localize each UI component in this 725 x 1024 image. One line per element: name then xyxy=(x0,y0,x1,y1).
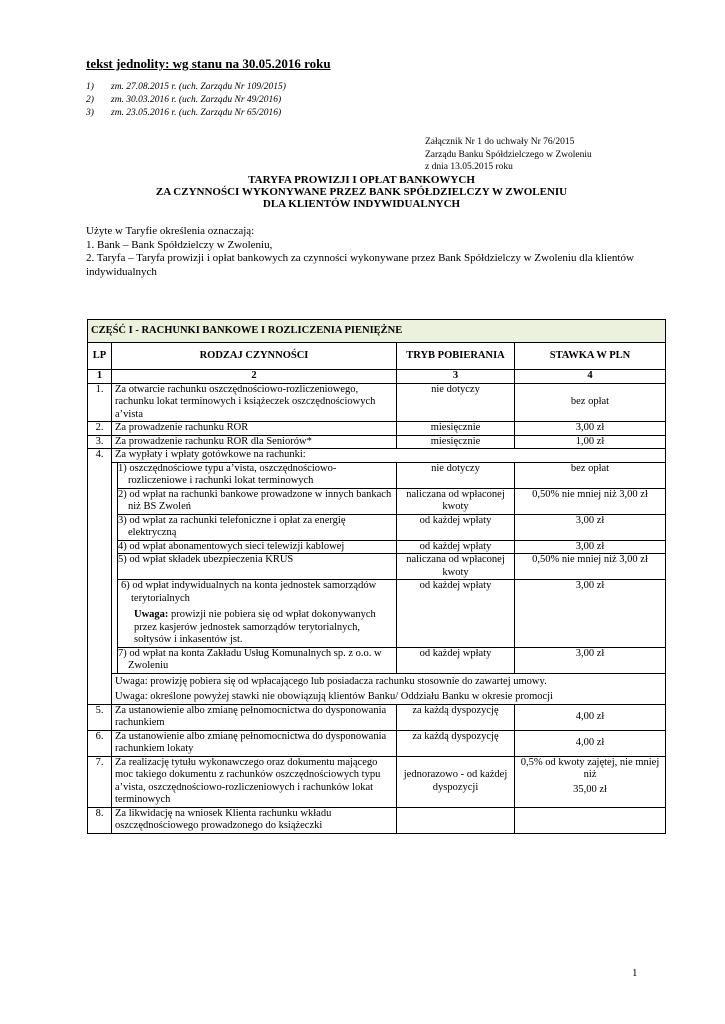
amendment-num: 1) xyxy=(86,82,94,92)
row-lp: 2. xyxy=(88,422,112,436)
row-description: Za ustanowienie albo zmianę pełnomocnictwa do dysponowania rachunkiem xyxy=(112,704,397,730)
definitions-intro: Użyte w Taryfie określenia oznaczają: xyxy=(86,225,255,237)
sub-row-description: 2) od wpłat na rachunki bankowe prowadzone w innych bankach niż BS Zwoleń xyxy=(118,488,397,514)
row-stawka: 4,00 zł xyxy=(515,730,666,756)
sub-row xyxy=(88,580,666,648)
sub-row-description: 3) od wpłat za rachunki telefoniczne i opłat za energię elektryczną xyxy=(118,514,397,540)
header-lp: LP xyxy=(88,343,112,370)
note-row xyxy=(88,688,666,704)
sub-row-tryb: od każdej wpłaty xyxy=(397,647,515,673)
header-rodzaj: RODZAJ CZYNNOŚCI xyxy=(112,343,397,370)
row-stawka xyxy=(515,756,666,807)
row-lp: 6. xyxy=(88,730,112,756)
column-number: 4 xyxy=(515,370,666,384)
amendment-num: 3) xyxy=(86,108,94,118)
table-row xyxy=(88,449,666,463)
row-tryb: miesięcznie xyxy=(397,435,515,449)
row-description: Za realizację tytułu wykonawczego oraz dokumentu mającego moc takiego dokumentu z rachunków oszczędnościowych typu a’vista, oszczędnościowo-rozliczeniowych i rachunków lokat terminowych xyxy=(112,756,397,807)
tariff-title-line: DLA KLIENTÓW INDYWIDUALNYCH xyxy=(262,198,461,210)
annex-line: Załącznik Nr 1 do uchwały Nr 76/2015 xyxy=(425,137,575,147)
row-lp: 1. xyxy=(88,383,112,422)
sub-row-description: 4) od wpłat abonamentowych sieci telewizji kablowej xyxy=(118,540,397,554)
sub-row-stawka: bez opłat xyxy=(515,462,666,488)
table-row xyxy=(88,756,666,807)
amendment-text: zm. 23.05.2016 r. (uch. Zarządu Nr 65/2016) xyxy=(111,108,282,118)
table-row xyxy=(88,422,666,436)
row-stawka xyxy=(515,807,666,833)
sub-row-tryb: naliczana od wpłaconej kwoty xyxy=(397,488,515,514)
amendment-item xyxy=(86,107,286,120)
column-number: 2 xyxy=(112,370,397,384)
sub-row-stawka: 3,00 zł xyxy=(515,647,666,673)
sub-row-description: 7) od wpłat na konta Zakładu Usług Komunalnych sp. z o.o. w Zwoleniu xyxy=(118,647,397,673)
amendment-text: zm. 30.03.2016 r. (uch. Zarządu Nr 49/2016) xyxy=(111,95,282,105)
column-number: 1 xyxy=(88,370,112,384)
note-label: Uwaga: xyxy=(134,609,169,620)
table-row xyxy=(88,807,666,833)
row-stawka: 3,00 zł xyxy=(515,422,666,436)
annex-line: z dnia 13.05.2015 roku xyxy=(425,162,513,172)
definitions xyxy=(86,225,641,279)
row-stawka: bez opłat xyxy=(515,383,666,422)
sub-row xyxy=(88,488,666,514)
amendment-item xyxy=(86,94,286,107)
row-description: Za ustanowienie albo zmianę pełnomocnictwa do dysponowania rachunkiem lokaty xyxy=(112,730,397,756)
column-header-row xyxy=(88,343,666,370)
sub-row-description: 1) oszczędnościowe typu a’vista, oszczędnościowo-rozliczeniowe i rachunki lokat terminowych xyxy=(118,462,397,488)
sub-row xyxy=(88,554,666,580)
sub-row xyxy=(88,540,666,554)
row-lp: 4. xyxy=(88,449,112,705)
annex-reference xyxy=(425,136,592,174)
row-lp: 5. xyxy=(88,704,112,730)
definition-item: 2. Taryfa – Taryfa prowizji i opłat bankowych za czynności wykonywane przez Bank Spółdzielczy w Zwoleniu dla klientów indywidualnych xyxy=(86,252,634,278)
sub-row-tryb: nie dotyczy xyxy=(397,462,515,488)
table-row xyxy=(88,383,666,422)
sub-row-tryb: od każdej wpłaty xyxy=(397,580,515,648)
amendment-text: zm. 27.08.2015 r. (uch. Zarządu Nr 109/2015) xyxy=(111,82,286,92)
row-description: Za prowadzenie rachunku ROR dla Seniorów* xyxy=(112,435,397,449)
row-tryb: jednorazowo - od każdej dyspozycji xyxy=(397,756,515,807)
tariff-title-line: TARYFA PROWIZJI I OPŁAT BANKOWYCH xyxy=(248,174,475,186)
row-description: Za prowadzenie rachunku ROR xyxy=(112,422,397,436)
sub-row-tryb: od każdej wpłaty xyxy=(397,540,515,554)
tariff-title xyxy=(86,174,637,210)
column-number: 3 xyxy=(397,370,515,384)
row-tryb: za każdą dyspozycję xyxy=(397,730,515,756)
sub-row xyxy=(88,462,666,488)
row-tryb: za każdą dyspozycję xyxy=(397,704,515,730)
sub-row-stawka: 0,50% nie mniej niż 3,00 zł xyxy=(515,554,666,580)
amendment-num: 2) xyxy=(86,95,94,105)
sub-row-description: 5) od wpłat składek ubezpieczenia KRUS xyxy=(118,554,397,580)
column-number-row xyxy=(88,370,666,384)
section-header-row xyxy=(88,320,666,343)
table-note: Uwaga: określone powyżej stawki nie obowiązują klientów Banku/ Oddziału Banku w okresie promocji xyxy=(112,688,666,704)
sub-row-stawka: 3,00 zł xyxy=(515,580,666,648)
row-stawka: 4,00 zł xyxy=(515,704,666,730)
table-row xyxy=(88,435,666,449)
sub-row-stawka: 3,00 zł xyxy=(515,514,666,540)
row-tryb xyxy=(397,807,515,833)
sub-row-stawka: 3,00 zł xyxy=(515,540,666,554)
note-text: prowizji nie pobiera się od wpłat dokonywanych przez kasjerów jednostek samorządów terytorialnych, sołtysów i inkasentów jst. xyxy=(134,609,376,645)
amendment-item xyxy=(86,81,286,94)
stawka-line: 35,00 zł xyxy=(573,783,607,795)
row-description: Za wypłaty i wpłaty gotówkowe na rachunki: xyxy=(112,449,666,463)
table-row xyxy=(88,730,666,756)
amendments-list xyxy=(86,81,286,120)
section-title: CZĘŚĆ I - RACHUNKI BANKOWE I ROZLICZENIA PIENIĘŻNE xyxy=(88,320,666,343)
header-tryb: TRYB POBIERANIA xyxy=(397,343,515,370)
sub-row-stawka: 0,50% nie mniej niż 3,00 zł xyxy=(515,488,666,514)
row-tryb: nie dotyczy xyxy=(397,383,515,422)
row-lp: 7. xyxy=(88,756,112,807)
table-row xyxy=(88,704,666,730)
annex-line: Zarządu Banku Spółdzielczego w Zwoleniu xyxy=(425,149,592,160)
row-tryb: miesięcznie xyxy=(397,422,515,436)
row-lp: 3. xyxy=(88,435,112,449)
sub-row xyxy=(88,514,666,540)
row-lp: 8. xyxy=(88,807,112,833)
row-description: Za otwarcie rachunku oszczędnościowo-rozliczeniowego, rachunku lokat terminowych i książeczek oszczędnościowych a’vista xyxy=(112,383,397,422)
stawka-line: 0,5% od kwoty zajętej, nie mniej niż xyxy=(520,756,660,780)
sub-row-note xyxy=(134,609,393,647)
sub-row-description xyxy=(118,580,397,648)
header-stawka: STAWKA W PLN xyxy=(515,343,666,370)
table-note: Uwaga: prowizję pobiera się od wpłacającego lub posiadacza rachunku stosownie do zawartej umowy. xyxy=(112,673,666,688)
sub-row-tryb: od każdej wpłaty xyxy=(397,514,515,540)
sub-row xyxy=(88,647,666,673)
sub-row-text: 6) od wpłat indywidualnych na konta jednostek samorządów terytorialnych xyxy=(121,580,377,604)
row-description: Za likwidację na wniosek Klienta rachunku wkładu oszczędnościowego prowadzonego do książeczki xyxy=(112,807,397,833)
page-number: 1 xyxy=(632,967,638,979)
tariff-title-line: ZA CZYNNOŚCI WYKONYWANE PRZEZ BANK SPÓŁDZIELCZY W ZWOLENIU xyxy=(155,186,568,198)
row-stawka: 1,00 zł xyxy=(515,435,666,449)
document-status-title: tekst jednolity: wg stanu na 30.05.2016 roku xyxy=(86,56,331,71)
note-row xyxy=(88,673,666,688)
definition-item: 1. Bank – Bank Spółdzielczy w Zwoleniu, xyxy=(86,238,273,251)
fee-table xyxy=(87,319,666,834)
sub-row-tryb: naliczana od wpłaconej kwoty xyxy=(397,554,515,580)
